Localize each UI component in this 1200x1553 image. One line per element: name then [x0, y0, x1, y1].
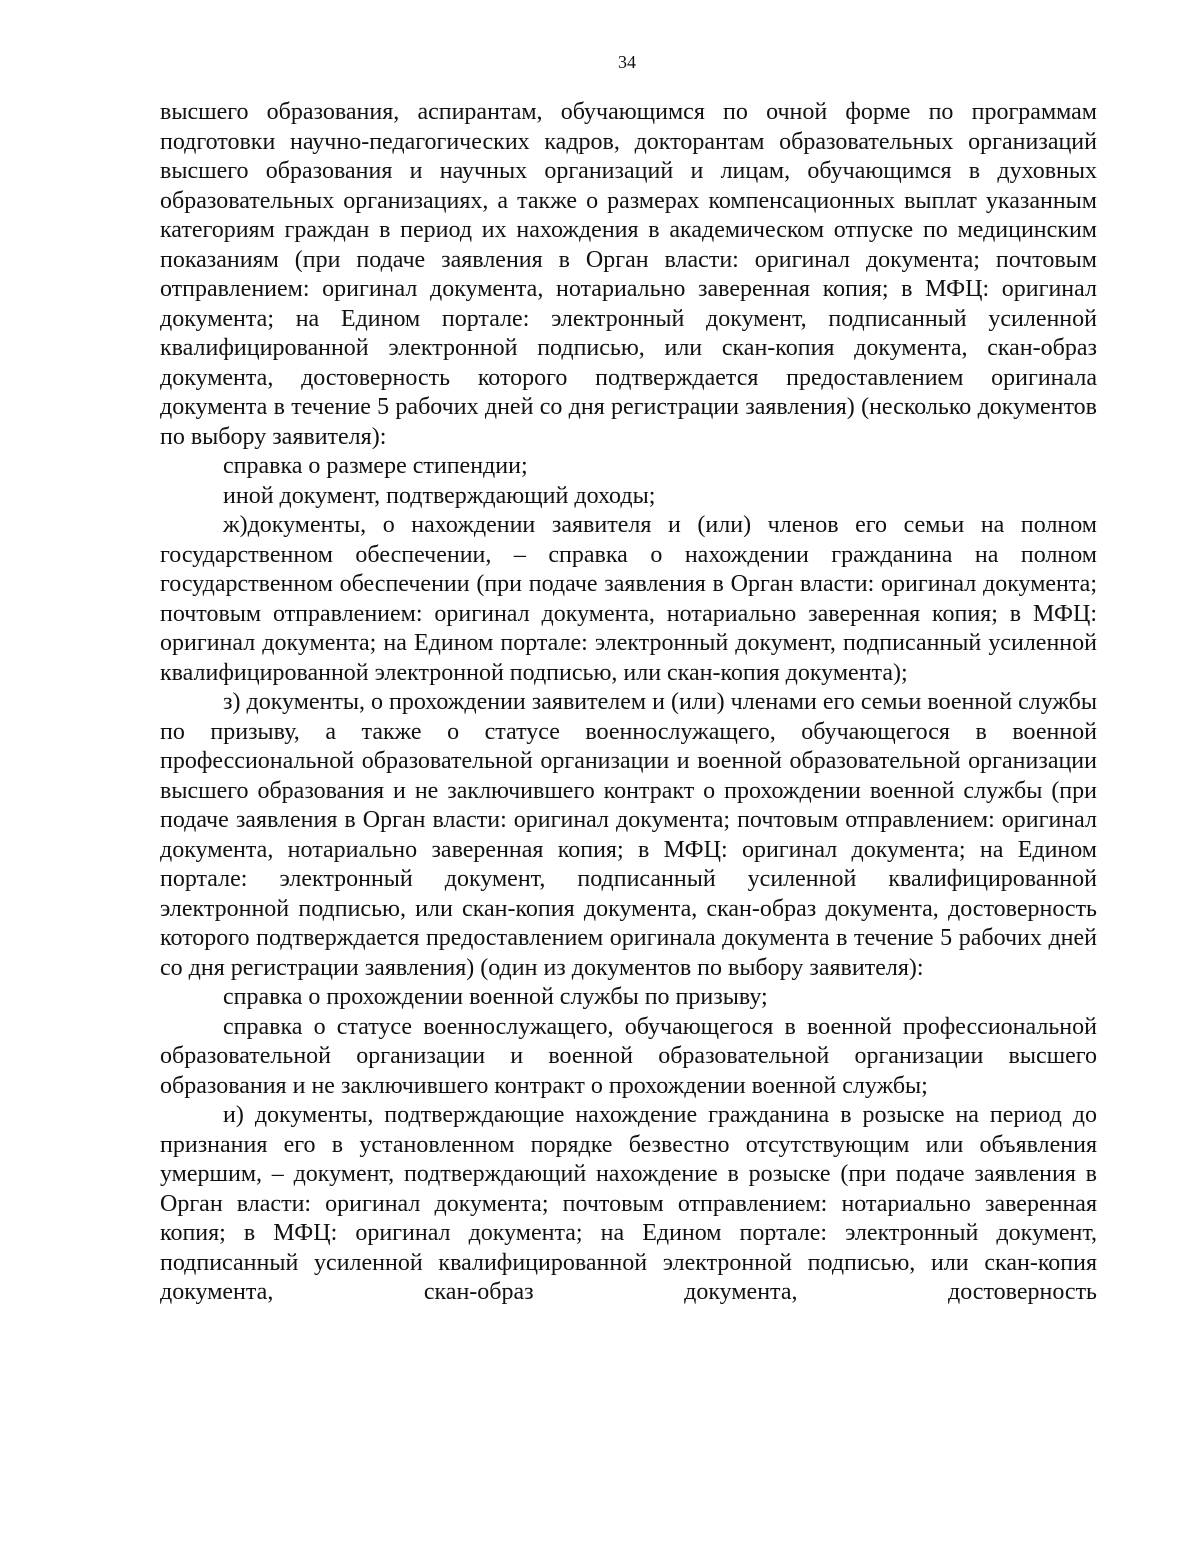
paragraph-item-z: з) документы, о прохождении заявителем и (или) членами его семьи военной службы по призыву, а также о статусе военнослужащего, обучающегося в военной профессиональной образовательной организации и военной образовательной организации высшего образования и не заключившего контракт о прохождении военной службы (при подаче заявления в Орган власти: оригинал документа; почтовым отправлением: оригинал документа, нотариально заверенная копия; в МФЦ: оригинал документа; на Едином портале: электронный документ, подписанный усиленной квалифицированной электронной подписью, или скан-копия документа, скан-образ документа, достоверность которого подтверждается предоставлением оригинала документа в течение 5 рабочих дней со дня регистрации заявления) (один из документов по выбору заявителя):	[160, 689, 1097, 981]
document-body	[160, 98, 1097, 1308]
paragraph-stipend-continuation: высшего образования, аспирантам, обучающимся по очной форме по программам подготовки научно-педагогических кадров, докторантам образовательных организаций высшего образования и научных организаций и лицам, обучающимся в духовных образовательных организациях, а также о размерах компенсационных выплат указанным категориям граждан в период их нахождения в академическом отпуске по медицинским показаниям (при подаче заявления в Орган власти: оригинал документа; почтовым отправлением: оригинал документа, нотариально заверенная копия; в МФЦ: оригинал документа; на Едином портале: электронный документ, подписанный усиленной квалифицированной электронной подписью, или скан-копия документа, скан-образ документа, достоверность которого подтверждается предоставлением оригинала документа в течение 5 рабочих дней со дня регистрации заявления) (несколько документов по выбору заявителя):	[160, 99, 1097, 450]
paragraph-stipend-certificate: справка о размере стипендии;	[223, 453, 528, 479]
paragraph-item-zh: ж)документы, о нахождении заявителя и (или) членов его семьи на полном государственном обеспечении, – справка о нахождении гражданина на полном государственном обеспечении (при подаче заявления в Орган власти: оригинал документа; почтовым отправлением: оригинал документа, нотариально заверенная копия; в МФЦ: оригинал документа; на Едином портале: электронный документ, подписанный усиленной квалифицированной электронной подписью, или скан-копия документа);	[160, 512, 1097, 686]
page-number: 34	[618, 52, 636, 72]
paragraph-serviceman-status-certificate: справка о статусе военнослужащего, обучающегося в военной профессиональной образовательной организации и военной образовательной организации высшего образования и не заключившего контракт о прохождении военной службы;	[160, 1013, 1097, 1099]
paragraph-military-service-certificate: справка о прохождении военной службы по призыву;	[223, 984, 768, 1010]
paragraph-item-i: и) документы, подтверждающие нахождение гражданина в розыске на период до признания его в установленном порядке безвестно отсутствующим или объявления умершим, – документ, подтверждающий нахождение в розыске (при подаче заявления в Орган власти: оригинал документа; почтовым отправлением: нотариально заверенная копия; в МФЦ: оригинал документа; на Едином портале: электронный документ, подписанный усиленной квалифицированной электронной подписью, или скан-копия документа, скан-образ документа, достоверность	[160, 1102, 1097, 1305]
paragraph-other-income-document: иной документ, подтверждающий доходы;	[223, 482, 656, 509]
